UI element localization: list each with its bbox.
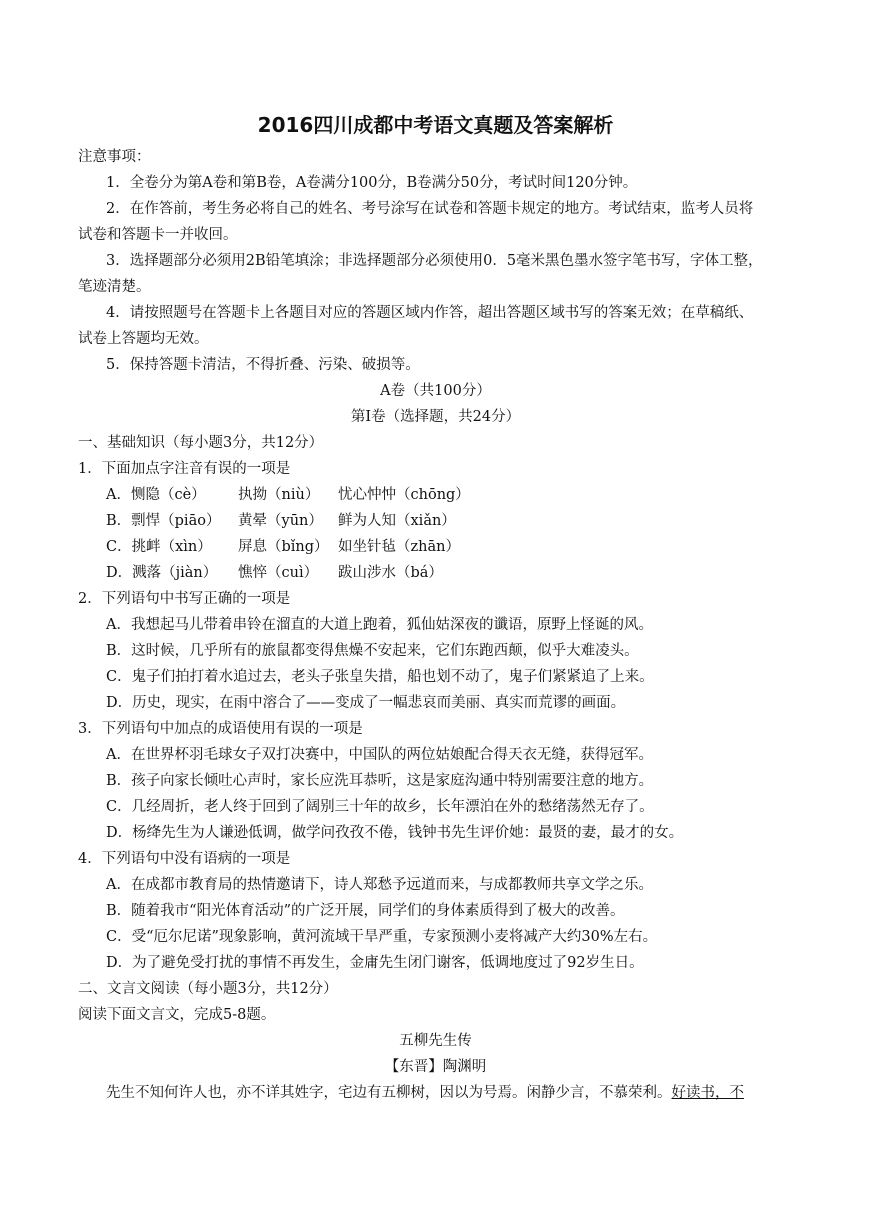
question-option: D．历史，现实，在雨中溶合了——变成了一幅悲哀而美丽、真实而荒谬的画面。 bbox=[106, 695, 626, 711]
question-option: B．随着我市“阳光体育活动”的广泛开展，同学们的身体素质得到了极大的改善。 bbox=[106, 903, 625, 919]
question-option: D．为了避免受打扰的事情不再发生，金庸先生闭门谢客，低调地度过了92岁生日。 bbox=[106, 955, 644, 971]
passage-author: 【东晋】陶渊明 bbox=[384, 1059, 487, 1075]
question-option: B．孩子向家长倾吐心声时，家长应洗耳恭听，这是家庭沟通中特别需要注意的地方。 bbox=[106, 773, 654, 789]
question-option: D．杨绛先生为人谦逊低调，做学问孜孜不倦，钱钟书先生评价她：最贤的妻，最才的女。 bbox=[106, 825, 684, 841]
option-term: 鲜为人知（xiǎn） bbox=[338, 513, 456, 529]
question-option: A．在世界杯羽毛球女子双打决赛中，中国队的两位姑娘配合得天衣无缝，获得冠军。 bbox=[106, 747, 653, 763]
notice-item: 笔迹清楚。 bbox=[78, 279, 151, 295]
question-option: C．鬼子们拍打着水追过去，老头子张皇失措，船也划不动了，鬼子们紧紧追了上来。 bbox=[106, 669, 654, 685]
question-4-stem: 4．下列语句中没有语病的一项是 bbox=[78, 851, 291, 867]
question-option: C．几经周折，老人终于回到了阔别三十年的故乡，长年漂泊在外的愁绪荡然无存了。 bbox=[106, 799, 654, 815]
option-term: B．剽悍（piāo） bbox=[106, 513, 221, 529]
notice-item: 5．保持答题卡清洁，不得折叠、污染、破损等。 bbox=[106, 357, 420, 373]
option-term: A．恻隐（cè） bbox=[106, 487, 206, 503]
question-option bbox=[78, 508, 793, 534]
notice-item: 4．请按照题号在答题卡上各题目对应的答题区域内作答，超出答题区域书写的答案无效；在草稿纸、 bbox=[106, 305, 754, 321]
notice-item: 试卷和答题卡一并收回。 bbox=[78, 227, 238, 243]
question-option: B．这时候，几乎所有的旅鼠都变得焦燥不安起来，它们东跑西颠，似乎大难凌头。 bbox=[106, 643, 639, 659]
question-1-stem: 1．下面加点字注音有误的一项是 bbox=[78, 461, 291, 477]
notice-item: 3．选择题部分必须用2B铅笔填涂；非选择题部分必须使用0．5毫米黑色墨水签字笔书写，字体工整， bbox=[106, 253, 763, 269]
volume-1-heading: 第Ⅰ卷（选择题，共24分） bbox=[350, 409, 521, 425]
option-term: 黄晕（yūn） bbox=[238, 513, 323, 529]
part-1-heading: 一、基础知识（每小题3分，共12分） bbox=[78, 435, 324, 451]
question-option bbox=[78, 482, 793, 508]
option-term: D．溅落（jiàn） bbox=[106, 565, 218, 581]
passage-underlined-text: 好读书，不 bbox=[671, 1085, 744, 1101]
passage-title: 五柳先生传 bbox=[399, 1033, 472, 1049]
passage-paragraph bbox=[78, 1080, 793, 1106]
question-2-stem: 2．下列语句中书写正确的一项是 bbox=[78, 591, 291, 607]
reading-intro: 阅读下面文言文，完成5-8题。 bbox=[78, 1007, 276, 1023]
option-term: 忧心忡忡（chōng） bbox=[338, 487, 470, 503]
section-a-heading: A卷（共100分） bbox=[380, 383, 491, 399]
passage-text: 先生不知何许人也，亦不详其姓字，宅边有五柳树，因以为号焉。闲静少言，不慕荣利。 bbox=[106, 1085, 672, 1101]
notice-item: 2．在作答前，考生务必将自己的姓名、考号涂写在试卷和答题卡规定的地方。考试结束，监考人员将 bbox=[106, 201, 754, 217]
notice-heading: 注意事项： bbox=[78, 149, 151, 165]
exam-page bbox=[78, 108, 793, 1106]
notice-item: 1．全卷分为第A卷和第B卷，A卷满分100分，B卷满分50分，考试时间120分钟。 bbox=[106, 175, 638, 191]
notice-item: 试卷上答题均无效。 bbox=[78, 331, 209, 347]
part-2-heading: 二、文言文阅读（每小题3分，共12分） bbox=[78, 981, 338, 997]
option-term: C．挑衅（xìn） bbox=[106, 539, 212, 555]
question-option: A．我想起马儿带着串铃在溜直的大道上跑着，狐仙姑深夜的谶语，原野上怪诞的风。 bbox=[106, 617, 653, 633]
question-option: A．在成都市教育局的热情邀请下，诗人郑愁予远道而来，与成都教师共享文学之乐。 bbox=[106, 877, 653, 893]
question-3-stem: 3．下列语句中加点的成语使用有误的一项是 bbox=[78, 721, 363, 737]
option-term: 屏息（bǐng） bbox=[238, 539, 329, 555]
question-option: C．受“厄尔尼诺”现象影响，黄河流域干旱严重，专家预测小麦将减产大约30%左右。 bbox=[106, 929, 658, 945]
option-term: 执拗（niù） bbox=[238, 487, 320, 503]
option-term: 憔悴（cuì） bbox=[238, 565, 319, 581]
option-term: 如坐针毡（zhān） bbox=[338, 539, 460, 555]
page-title: 2016四川成都中考语文真题及答案解析 bbox=[257, 113, 614, 137]
option-term: 跋山涉水（bá） bbox=[338, 565, 443, 581]
question-1-options bbox=[78, 482, 793, 586]
question-option bbox=[78, 560, 793, 586]
question-option bbox=[78, 534, 793, 560]
